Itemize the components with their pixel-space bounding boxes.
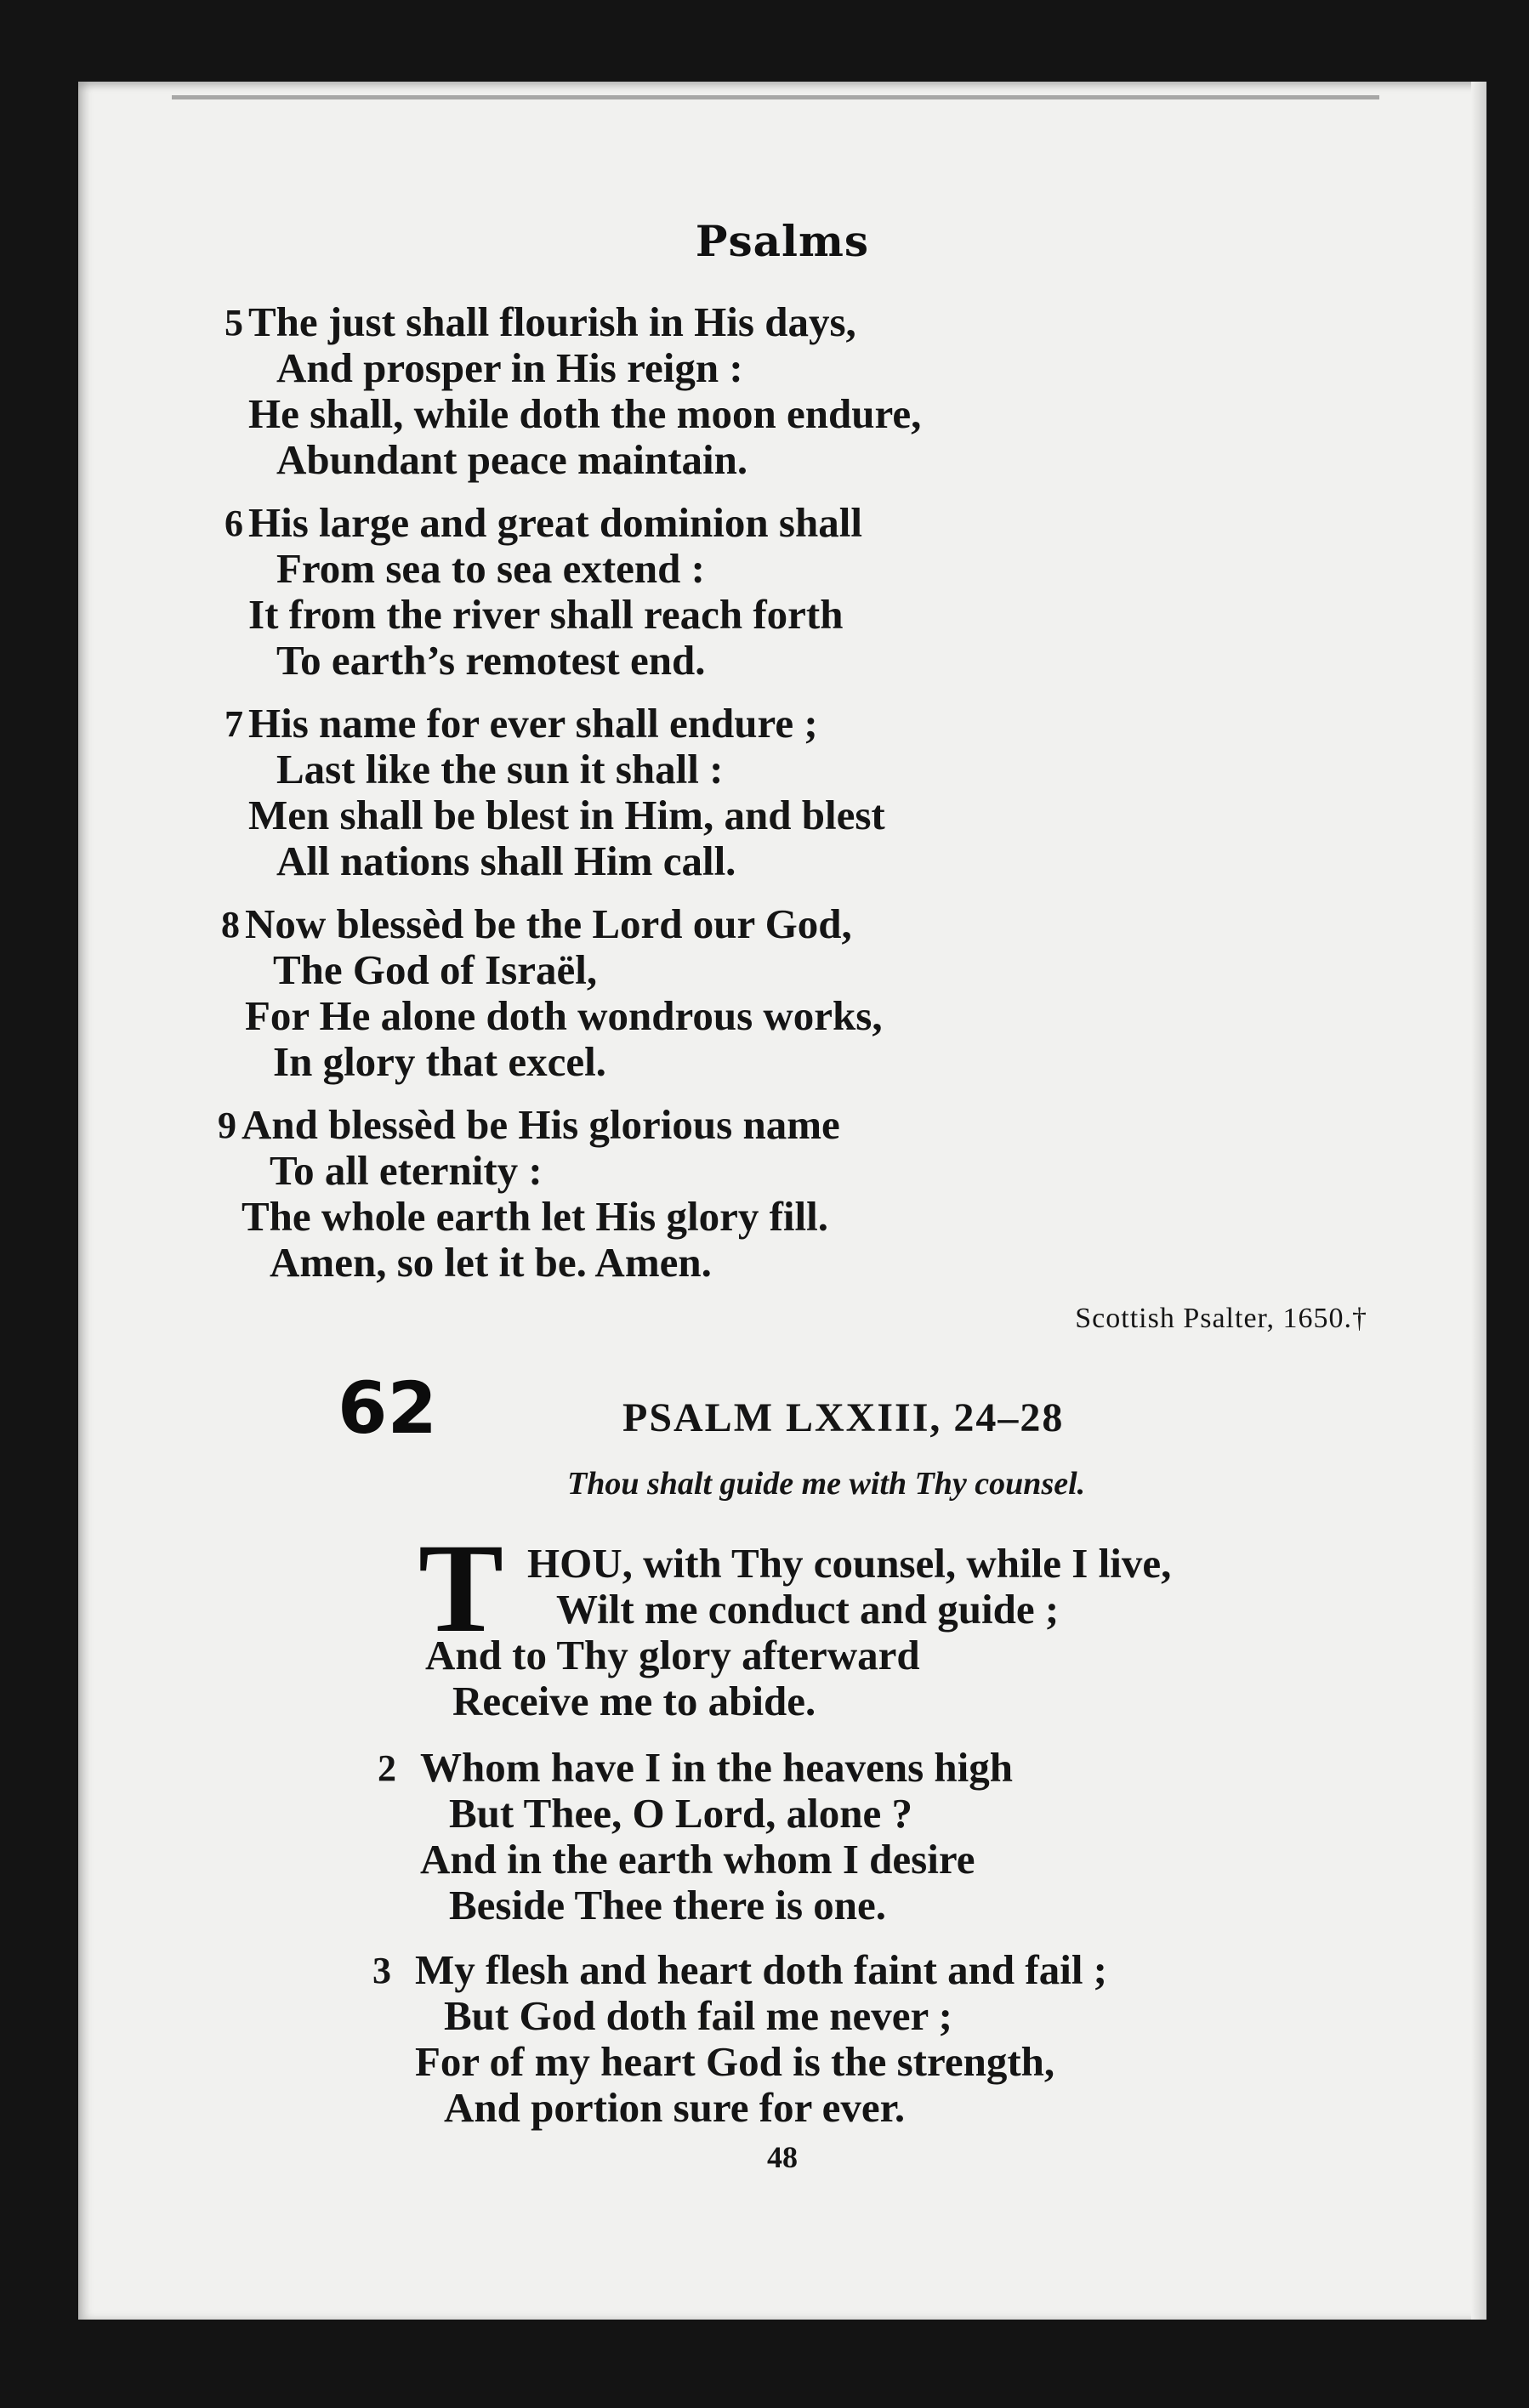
verse-line: For He alone doth wondrous works, (245, 992, 883, 1039)
verse-line: My flesh and heart doth faint and fail ; (415, 1946, 1108, 1993)
verse-line: In glory that excel. (273, 1038, 606, 1085)
verse-line: But Thee, O Lord, alone ? (449, 1790, 912, 1837)
verse-line: For of my heart God is the strength, (415, 2038, 1055, 2085)
verse-line: His name for ever shall endure ; (248, 700, 818, 747)
verse-line: And portion sure for ever. (444, 2084, 906, 2131)
verse-line: Beside Thee there is one. (449, 1882, 887, 1928)
verse-line: He shall, while doth the moon endure, (248, 390, 922, 437)
verse-line: But God doth fail me never ; (444, 1992, 952, 2039)
verse-line: It from the river shall reach forth (248, 591, 844, 638)
verse-line: From sea to sea extend : (276, 545, 705, 592)
verse-line: All nations shall Him call. (276, 838, 736, 884)
verse-line: HOU, with Thy counsel, while I live, (527, 1540, 1172, 1587)
verse-line: His large and great dominion shall (248, 499, 862, 546)
verse-number: 5 (225, 302, 243, 344)
verse-line: And in the earth whom I desire (420, 1836, 975, 1883)
verse-line: And blessèd be His glorious name (242, 1101, 840, 1148)
page-edge (1471, 82, 1486, 2320)
verse-line: Amen, so let it be. Amen. (270, 1239, 712, 1286)
verse-line: The God of Israël, (273, 946, 598, 993)
attribution: Scottish Psalter, 1650.† (1075, 1303, 1367, 1334)
verse-number: 7 (225, 703, 243, 745)
verse-number: 2 (378, 1747, 396, 1789)
psalm-text (78, 82, 1486, 2320)
verse-line: The just shall flourish in His days, (248, 298, 856, 345)
page-number: 48 (767, 2140, 798, 2174)
book-page (78, 82, 1486, 2320)
verse-line: Men shall be blest in Him, and blest (248, 792, 885, 838)
verse-line: Last like the sun it shall : (276, 746, 724, 792)
verse-line: Receive me to abide. (452, 1678, 816, 1724)
verse-number: 6 (225, 503, 243, 544)
verse-line: The whole earth let His glory fill. (242, 1193, 828, 1240)
running-header: Psalms (695, 216, 870, 266)
verse-number: 8 (221, 904, 240, 946)
verse-line: Wilt me conduct and guide ; (556, 1586, 1060, 1633)
verse-line: And prosper in His reign : (276, 344, 743, 391)
verse-number: 9 (218, 1105, 236, 1146)
drop-cap: T (418, 1518, 504, 1659)
verse-line: To earth’s remotest end. (276, 637, 706, 684)
hymn-number: 62 (338, 1366, 437, 1450)
verse-line: Now blessèd be the Lord our God, (245, 900, 852, 947)
verse-line: And to Thy glory afterward (425, 1632, 920, 1678)
hymn-subtitle: Thou shalt guide me with Thy counsel. (567, 1466, 1086, 1502)
verse-line: Abundant peace maintain. (276, 436, 748, 483)
hymn-title: PSALM LXXIII, 24–28 (622, 1395, 1065, 1440)
verse-line: To all eternity : (270, 1147, 543, 1194)
verse-number: 3 (372, 1950, 391, 1991)
verse-line: Whom have I in the heavens high (420, 1744, 1014, 1791)
